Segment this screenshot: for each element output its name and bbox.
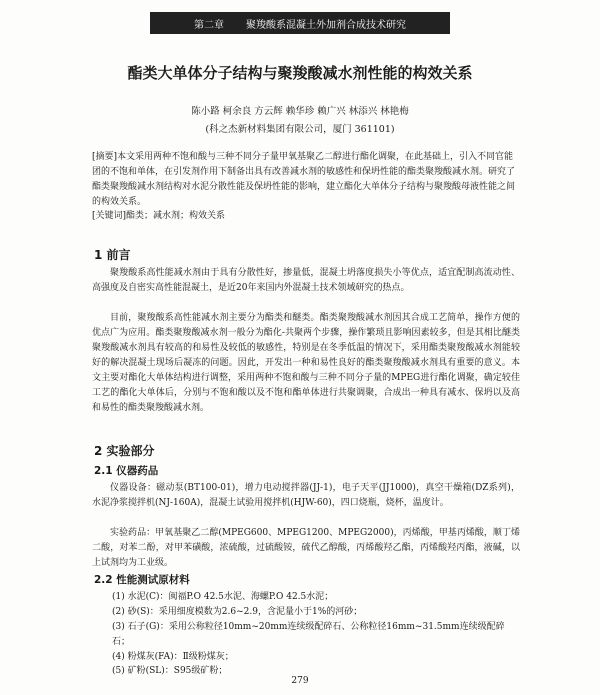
section-label: 聚羧酸系混凝土外加剂合成技术研究 bbox=[246, 19, 406, 31]
section-2-2-heading: 2.2 性能测试原材料 bbox=[94, 574, 190, 586]
list-item: (5) 矿粉(SL)：S95级矿粉； bbox=[112, 666, 228, 676]
section-2-1-paragraph-1: 仪器设备：磁动泵(BT100-01)，增力电动搅拌器(JJ-1)，电子天平(JJ1000)，真空干燥箱(DZ系列)，水泥净浆搅拌机(NJ-160A)，混凝土试验用搅拌机(HJW-60)，四口烧瓶，烧杯，温度计。 bbox=[92, 483, 520, 508]
list-item: (1) 水泥(C)：闽福P.O 42.5水泥、海螺P.O 42.5水泥； bbox=[112, 592, 334, 602]
page-number: 279 bbox=[291, 676, 309, 686]
section-1-heading: 1 前言 bbox=[94, 248, 131, 262]
paper-title: 酯类大单体分子结构与聚羧酸减水剂性能的构效关系 bbox=[127, 64, 473, 82]
list-item: (4) 粉煤灰(FA)：Ⅱ级粉煤灰； bbox=[112, 652, 234, 662]
running-header bbox=[150, 12, 450, 34]
affiliation: (科之杰新材料集团有限公司，厦门 361101) bbox=[205, 124, 395, 135]
keywords: [关键词]酯类；减水剂；构效关系 bbox=[92, 211, 226, 221]
authors: 陈小路 柯余良 方云辉 赖华珍 赖广兴 林添兴 林艳梅 bbox=[191, 106, 409, 117]
section-2-1-paragraph-2: 实验药品：甲氧基聚乙二醇(MPEG600、MPEG1200、MPEG2000)，丙烯酸，甲基丙烯酸，顺丁烯二酸，对苯二酚，对甲苯磺酸，浓硫酸，过硫酸铵，硫代乙醇酸，丙烯酸羟乙酯，丙烯酸羟丙酯，液碱，以上试剂均为工业级。 bbox=[92, 528, 520, 568]
section-1-paragraph-1: 聚羧酸系高性能减水剂由于具有分散性好，掺量低，混凝土坍落度损失小等优点，适宜配制高流动性、高强度及自密实高性能混凝土，是近20年来国内外混凝土技术领域研究的热点。 bbox=[92, 268, 520, 293]
list-item: (3) 石子(G)：采用公称粒径10mm~20mm连续级配碎石、公称粒径16mm~31.5mm连续级配碎石； bbox=[112, 622, 505, 647]
section-2-heading: 2 实验部分 bbox=[94, 444, 155, 458]
abstract: [摘要]本文采用两种不饱和酸与三种不同分子量甲氧基聚乙二醇进行酯化调聚，在此基础上，引入不同官能团的不饱和单体，在引发剂作用下制备出具有改善减水剂的敏感性和保坍性能的酯类聚羧酸减水剂。研究了酯类聚羧酸减水剂结构对水泥分散性能及保坍性能的影响，建立酯化大单体分子结构与聚羧酸母液性能之间的构效关系。 bbox=[92, 152, 516, 207]
list-item: (2) 砂(S)：采用细度模数为2.6~2.9，含泥量小于1%的河砂； bbox=[112, 607, 363, 617]
chapter-label: 第二章 bbox=[194, 19, 224, 31]
section-1-paragraph-2: 目前，聚羧酸系高性能减水剂主要分为酯类和醚类。酯类聚羧酸减水剂因其合成工艺简单，操作方便的优点广为应用。酯类聚羧酸减水剂一般分为酯化-共聚两个步骤，操作繁琐且影响因素较多，但是其相比醚类聚羧酸减水剂具有较高的和易性及较低的敏感性，特别是在冬季低温的情况下，采用酯类聚羧酸减水剂能较好的解决混凝土现场后凝冻的问题。因此，开发出一种和易性良好的酯类聚羧酸减水剂具有重要的意义。本文主要对酯化大单体结构进行调整，采用两种不饱和酸与三种不同分子量的MPEG进行酯化调聚，确定较佳工艺的酯化大单体后，分别与不饱和酸以及不饱和酯单体进行共聚调聚，合成出一种具有减水、保坍以及高和易性的酯类聚羧酸减水剂。 bbox=[92, 313, 520, 413]
section-2-1-heading: 2.1 仪器药品 bbox=[94, 465, 159, 477]
